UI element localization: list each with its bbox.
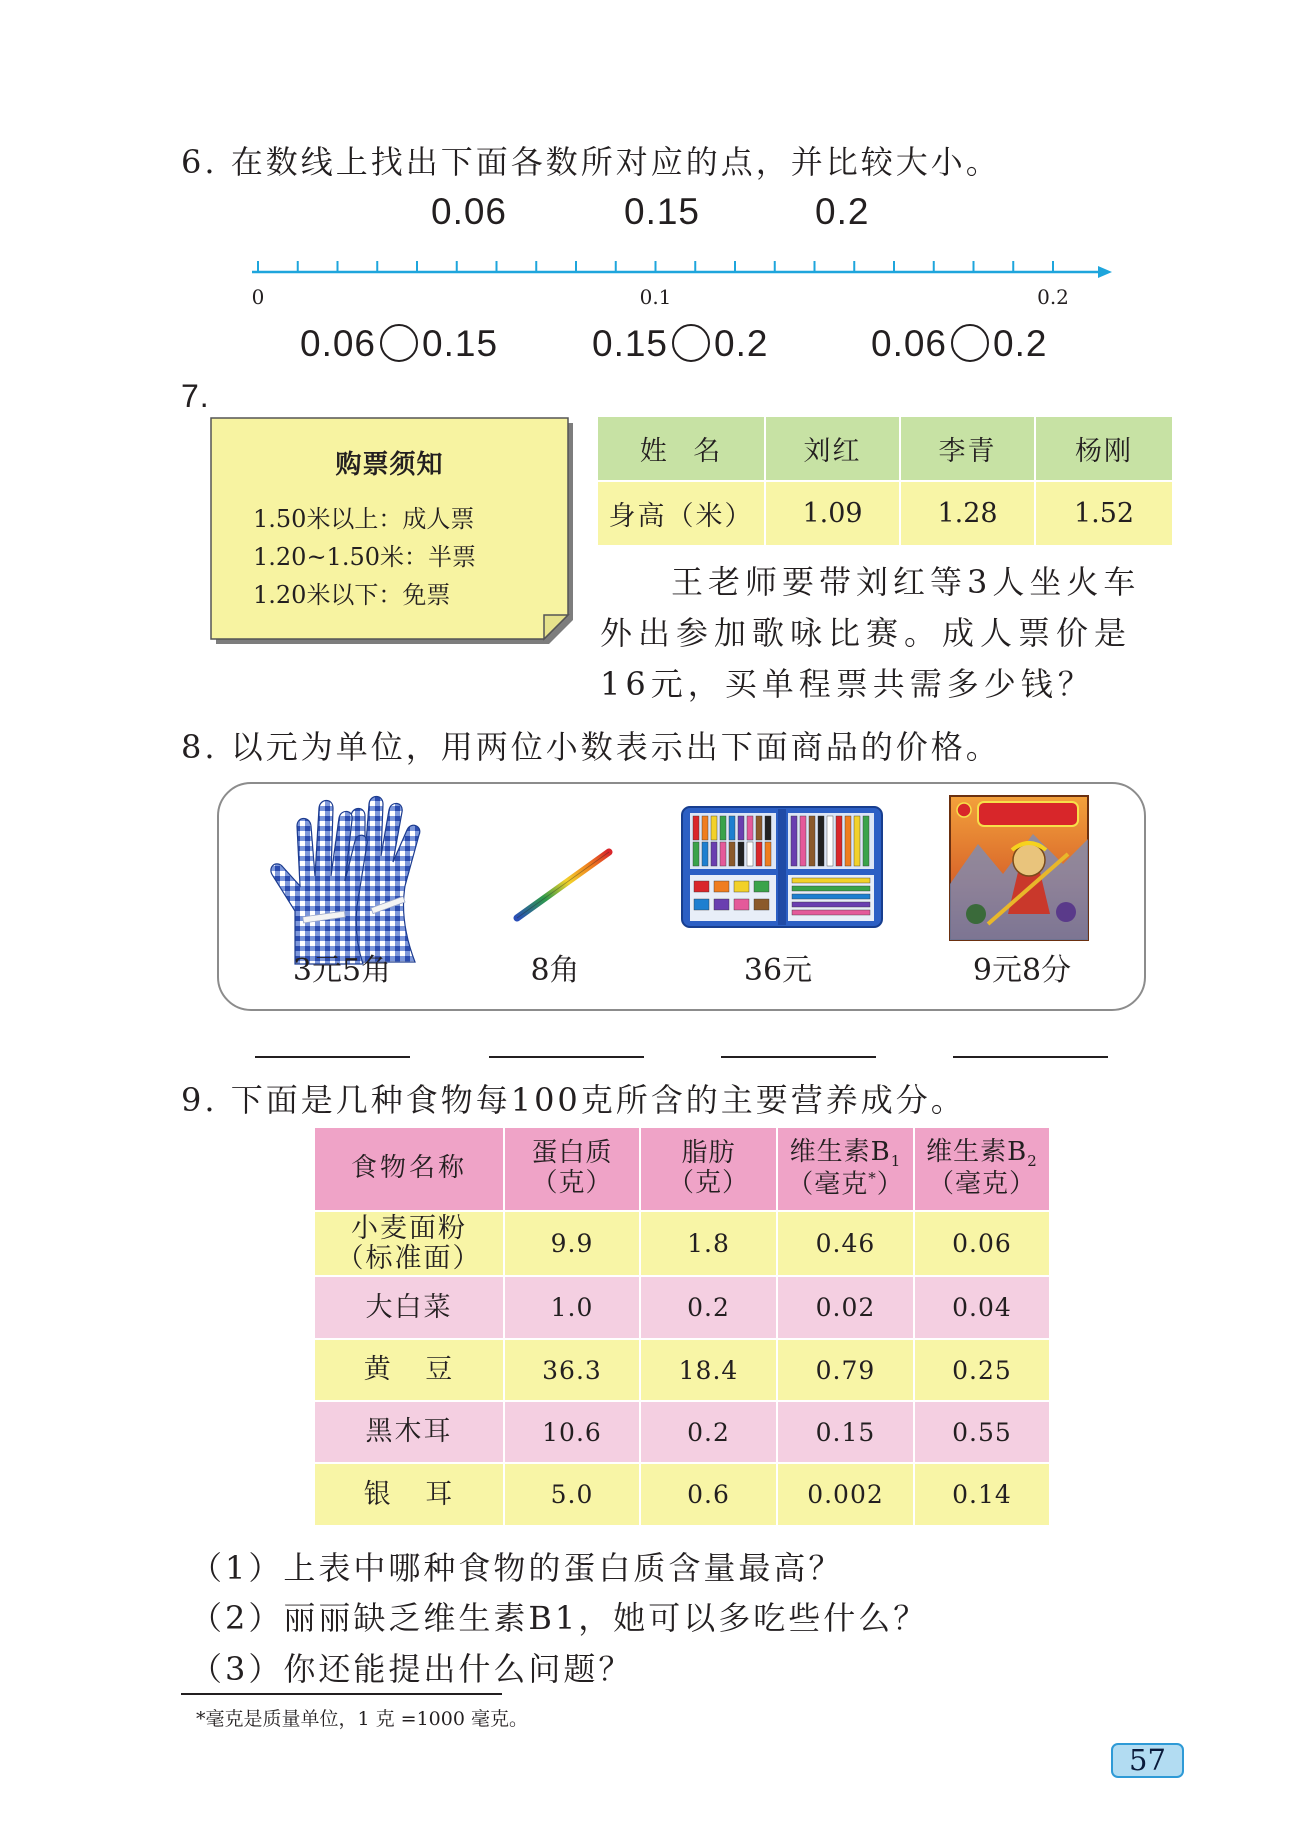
crayon — [756, 816, 762, 840]
col-header-text-wrap — [915, 1138, 1049, 1170]
crayon — [747, 816, 753, 840]
q7-story-line-1: 王老师要带刘红等3人坐火车 — [671, 563, 1141, 601]
height-value: 1.09 — [766, 482, 901, 547]
table-row — [315, 1402, 1051, 1464]
q6-number-3: 0.2 — [815, 191, 870, 232]
table-row — [315, 1464, 1051, 1527]
crayon — [734, 899, 749, 910]
crayon — [765, 842, 771, 866]
crayon — [791, 816, 797, 866]
col-header-text: 蛋白质 — [531, 1138, 613, 1169]
comparison-blank-circle — [672, 324, 710, 362]
q7-story-line-3: 16元，买单程票共需多少钱？ — [600, 665, 1095, 703]
crayon — [845, 816, 851, 866]
answer-blank-line — [721, 1056, 876, 1058]
col-header-vitamin-b2 — [915, 1128, 1051, 1212]
crayon — [738, 842, 744, 866]
pencil-image — [505, 838, 625, 930]
crayon — [729, 816, 735, 840]
comic-book-image — [948, 794, 1090, 942]
figure-right — [1056, 902, 1076, 922]
protein-value: 1.0 — [505, 1277, 641, 1340]
notice-title: 购票须知 — [335, 450, 444, 480]
vitamin-b2-value: 0.04 — [915, 1277, 1051, 1340]
crayon — [720, 842, 726, 866]
row-label-height: 身高（米） — [598, 482, 766, 547]
table-row — [315, 1340, 1051, 1402]
food-name: 黑木耳 — [315, 1402, 505, 1464]
fat-value: 1.8 — [641, 1212, 778, 1277]
col-header-text: 脂肪 — [681, 1138, 736, 1169]
col-header-vitamin-b1 — [778, 1128, 915, 1212]
crayon — [711, 842, 717, 866]
col-header-text: 食物名称 — [350, 1153, 467, 1184]
comparison-right: 0.2 — [993, 322, 1048, 364]
col-header-subscript: 2 — [1027, 1152, 1038, 1171]
comparison-left: 0.06 — [300, 322, 377, 364]
q7-story-line-2: 外出参加歌咏比赛。成人票价是 — [600, 614, 1133, 652]
col-header-subscript: 1 — [890, 1151, 902, 1170]
crayon — [694, 881, 709, 892]
nutrition-table — [315, 1128, 1051, 1527]
q6-prompt: 6. 在数线上找出下面各数所对应的点，并比较大小。 — [181, 143, 1001, 181]
crayon — [818, 816, 824, 866]
vitamin-b1-value: 0.002 — [778, 1464, 915, 1527]
crayon — [694, 899, 709, 910]
protein-value: 36.3 — [505, 1340, 641, 1402]
food-name: 小麦面粉 — [351, 1212, 467, 1244]
vitamin-b1-value: 0.46 — [778, 1212, 915, 1277]
case-hinge — [778, 809, 786, 925]
header-liu-hong: 刘红 — [766, 417, 901, 482]
notice-line-half: 1.20~1.50米：半票 — [253, 543, 476, 571]
q9-sub-question-3: （3）你还能提出什么问题？ — [190, 1650, 634, 1688]
crayon — [792, 894, 870, 899]
col-header-unit: （克） — [531, 1168, 613, 1198]
col-header-protein — [505, 1128, 641, 1212]
comparison-blank-circle — [951, 324, 989, 362]
height-value: 1.52 — [1036, 482, 1174, 547]
col-header-fat — [641, 1128, 778, 1212]
col-header-unit: （毫克 — [787, 1169, 869, 1200]
q8-prompt: 8. 以元为单位，用两位小数表示出下面商品的价格。 — [181, 728, 1001, 766]
comparison-2 — [592, 324, 768, 362]
crayon — [754, 881, 769, 892]
vitamin-b2-value: 0.06 — [915, 1212, 1051, 1277]
crayon — [711, 816, 717, 840]
comparison-left: 0.15 — [592, 322, 669, 364]
protein-value: 9.9 — [505, 1212, 641, 1277]
price-label-paint-set: 36元 — [743, 953, 813, 988]
crayon — [702, 816, 708, 840]
food-name-cell — [315, 1212, 505, 1277]
col-header-text-wrap — [778, 1138, 913, 1170]
protein-value: 5.0 — [505, 1464, 641, 1527]
crayon — [747, 842, 753, 866]
notice-line-adult: 1.50米以上：成人票 — [253, 505, 475, 533]
q9-prompt: 9. 下面是几种食物每100克所含的主要营养成分。 — [181, 1081, 966, 1119]
comparison-left: 0.06 — [871, 322, 948, 364]
comparison-blank-circle — [380, 324, 418, 362]
hero-head — [1013, 844, 1045, 876]
crayon — [809, 816, 815, 866]
crayon — [754, 899, 769, 910]
vitamin-b1-value: 0.15 — [778, 1402, 915, 1464]
vitamin-b2-value: 0.14 — [915, 1464, 1051, 1527]
crayon — [792, 878, 870, 883]
crayon — [792, 902, 870, 907]
protein-value: 10.6 — [505, 1402, 641, 1464]
pencil-edge — [517, 852, 609, 918]
answer-blank-line — [953, 1056, 1108, 1058]
number-line-label-0.1: 0.1 — [639, 285, 672, 309]
height-table-header-row — [598, 417, 1174, 482]
fat-value: 0.2 — [641, 1277, 778, 1340]
food-name-note: （标准面） — [336, 1242, 482, 1274]
header-li-qing: 李青 — [901, 417, 1036, 482]
col-header-text: 维生素B — [789, 1136, 891, 1167]
q6-number-2: 0.15 — [624, 191, 701, 232]
col-header-unit-close: ） — [876, 1169, 904, 1200]
comparison-1 — [300, 324, 498, 362]
food-name: 大白菜 — [315, 1277, 505, 1340]
answer-blank-line — [489, 1056, 644, 1058]
comparison-right: 0.2 — [714, 322, 769, 364]
footnote: *毫克是质量单位，1 克 =1000 毫克。 — [196, 1708, 528, 1730]
gloves-image — [255, 786, 455, 968]
height-table — [598, 417, 1174, 547]
number-line-arrow-icon — [1098, 266, 1112, 278]
notice-line-free: 1.20米以下：免票 — [253, 581, 451, 609]
fat-value: 18.4 — [641, 1340, 778, 1402]
height-value: 1.28 — [901, 482, 1036, 547]
crayon — [792, 886, 870, 891]
crayon — [854, 816, 860, 866]
col-header-food-name — [315, 1128, 505, 1212]
q9-sub-question-1: （1）上表中哪种食物的蛋白质含量最高？ — [190, 1549, 844, 1587]
book-badge — [957, 803, 971, 817]
crayon — [720, 816, 726, 840]
number-line-label-0: 0 — [251, 285, 265, 309]
crayon — [792, 910, 870, 915]
food-name: 黄 豆 — [315, 1340, 505, 1402]
figure-left — [966, 904, 986, 924]
header-name: 姓 名 — [598, 417, 766, 482]
crayon — [693, 816, 699, 840]
page-number: 57 — [1111, 1743, 1184, 1778]
number-line-label-0.2: 0.2 — [1037, 285, 1069, 309]
number-line-ticks — [258, 261, 1053, 272]
col-header-text: 维生素B — [926, 1136, 1028, 1167]
crayon — [800, 816, 806, 866]
price-label-pencil: 8角 — [530, 953, 580, 988]
fat-value: 0.2 — [641, 1402, 778, 1464]
comparison-3 — [871, 324, 1047, 362]
crayon — [729, 842, 735, 866]
price-label-gloves: 3元5角 — [292, 953, 392, 988]
crayon — [765, 816, 771, 840]
table-row — [315, 1277, 1051, 1340]
col-header-unit: （克） — [667, 1168, 749, 1198]
height-table-data-row — [598, 482, 1174, 547]
crayon — [827, 816, 833, 866]
book-title-banner — [978, 802, 1078, 826]
fat-value: 0.6 — [641, 1464, 778, 1527]
vitamin-b2-value: 0.25 — [915, 1340, 1051, 1402]
q6-number-1: 0.06 — [431, 191, 508, 232]
nutrition-header-row — [315, 1128, 1051, 1212]
crayon — [863, 816, 869, 866]
crayon — [702, 842, 708, 866]
food-name: 银 耳 — [315, 1464, 505, 1527]
answer-blank-line — [255, 1056, 410, 1058]
crayon — [693, 842, 699, 866]
header-yang-gang: 杨刚 — [1036, 417, 1174, 482]
vitamin-b1-value: 0.79 — [778, 1340, 915, 1402]
footnote-rule — [181, 1693, 502, 1695]
comparison-right: 0.15 — [422, 322, 499, 364]
price-label-comic-book: 9元8分 — [972, 953, 1072, 988]
col-header-unit-wrap — [778, 1170, 913, 1201]
q7-number: 7. — [181, 378, 210, 414]
crayon — [738, 816, 744, 840]
crayon — [836, 816, 842, 866]
col-header-asterisk: * — [868, 1168, 877, 1187]
col-header-unit: （毫克） — [927, 1169, 1036, 1200]
crayon — [714, 881, 729, 892]
crayon — [734, 881, 749, 892]
crayon — [756, 842, 762, 866]
vitamin-b1-value: 0.02 — [778, 1277, 915, 1340]
table-row — [315, 1212, 1051, 1277]
number-line — [240, 250, 1120, 315]
vitamin-b2-value: 0.55 — [915, 1402, 1051, 1464]
q9-sub-question-2: （2）丽丽缺乏维生素B1，她可以多吃些什么？ — [190, 1599, 929, 1637]
paint-set-image — [680, 805, 884, 931]
crayon — [714, 899, 729, 910]
